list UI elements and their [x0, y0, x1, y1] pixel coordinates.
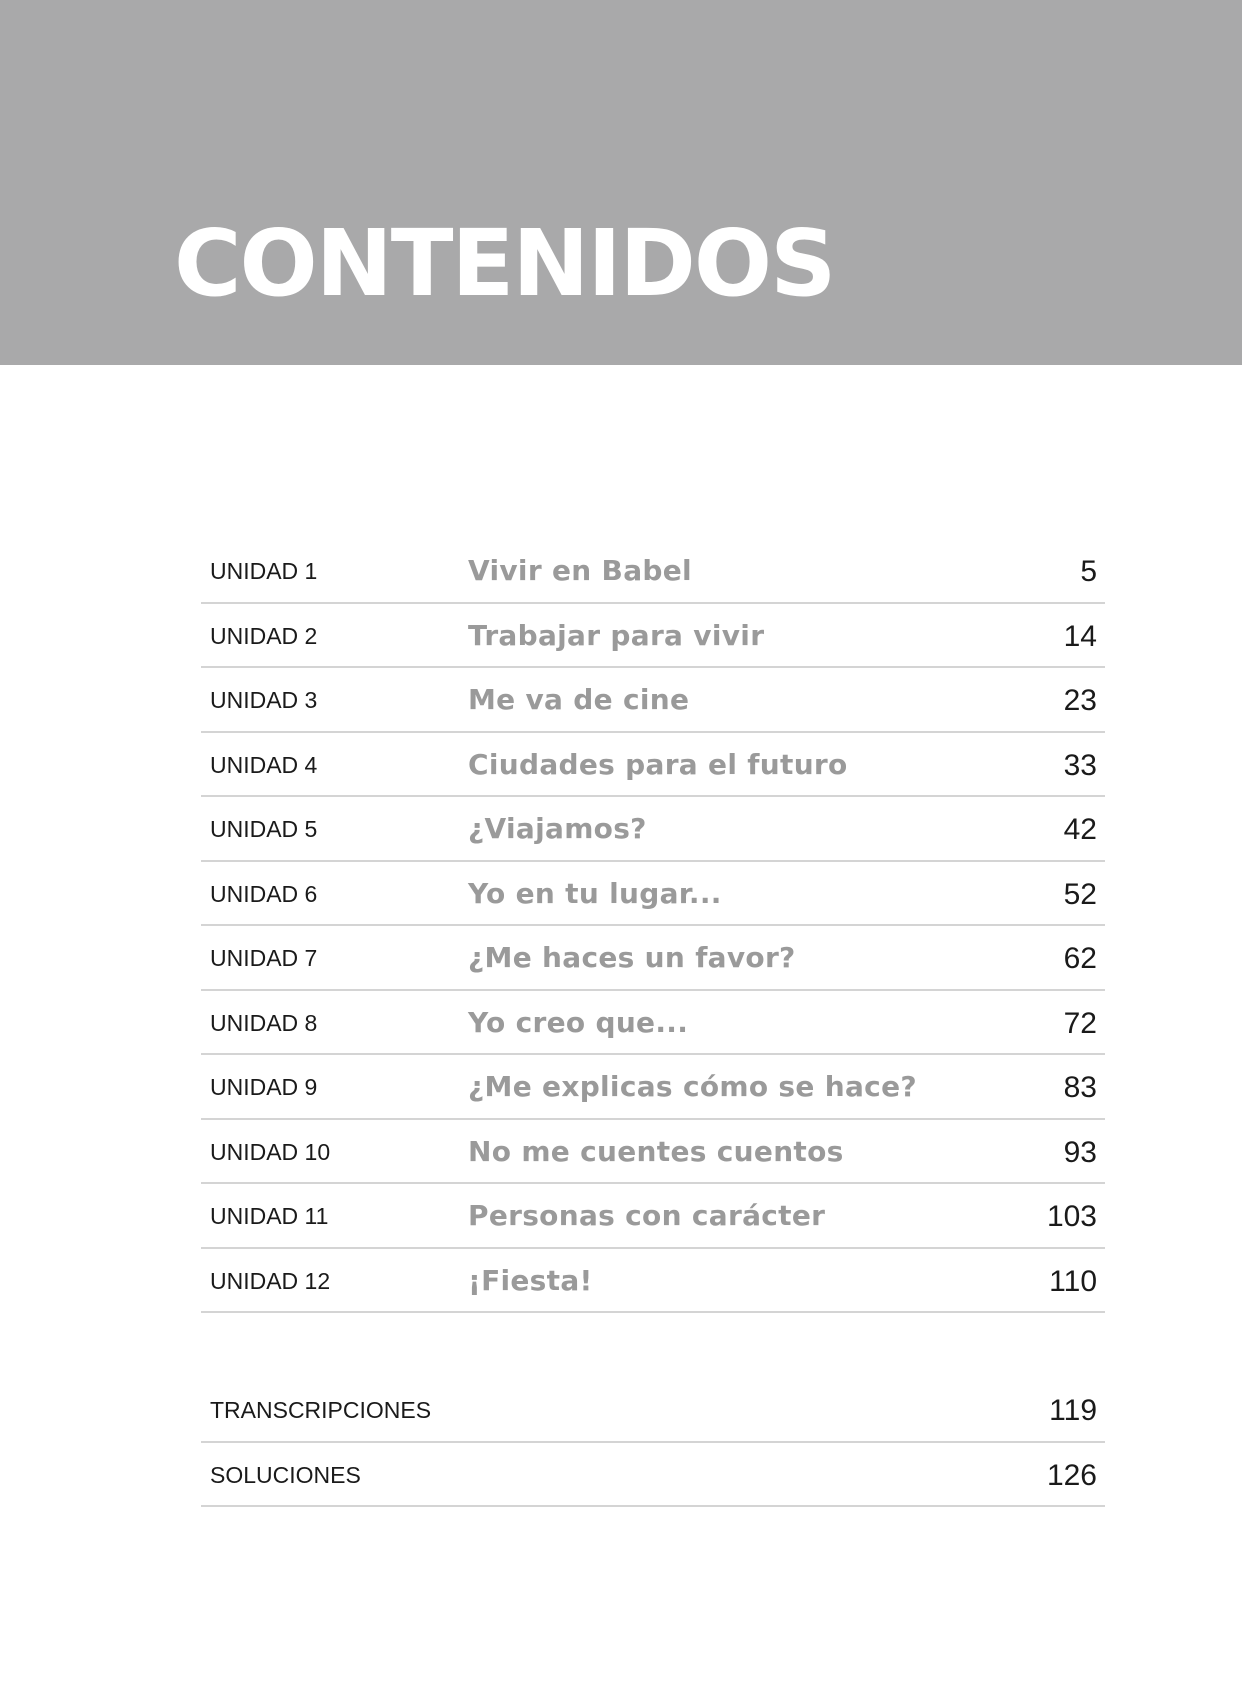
unit-label: UNIDAD 12	[210, 1267, 331, 1294]
toc-row-unit-3[interactable]	[201, 668, 1105, 733]
unit-title: ¿Viajamos?	[468, 812, 647, 845]
unit-label: UNIDAD 8	[210, 1009, 318, 1036]
unit-title: Me va de cine	[468, 683, 690, 716]
page-number: 72	[1063, 1006, 1097, 1040]
page-number: 110	[1049, 1264, 1097, 1298]
unit-title: Personas con carácter	[468, 1199, 826, 1232]
unit-title: Trabajar para vivir	[468, 618, 765, 652]
unit-title: ¡Fiesta!	[468, 1263, 593, 1297]
page-title: CONTENIDOS	[174, 210, 835, 317]
toc-row-unit-4[interactable]	[201, 733, 1105, 798]
toc-row-soluciones[interactable]	[201, 1443, 1105, 1508]
unit-label: UNIDAD 4	[210, 751, 318, 778]
page-number: 126	[1046, 1458, 1097, 1492]
unit-label: UNIDAD 3	[210, 687, 318, 713]
toc-row-transcripciones[interactable]	[201, 1378, 1105, 1443]
unit-title: Yo creo que...	[468, 1005, 689, 1039]
toc-row-unit-6[interactable]	[201, 862, 1105, 927]
unit-label: UNIDAD 7	[210, 945, 318, 971]
page-number: 14	[1063, 619, 1097, 653]
toc-row-unit-1[interactable]	[201, 539, 1105, 604]
unit-title: Vivir en Babel	[468, 554, 692, 587]
toc-row-unit-11[interactable]	[201, 1184, 1105, 1249]
page-number: 42	[1063, 813, 1097, 846]
page-number: 103	[1046, 1200, 1097, 1233]
units-table	[201, 539, 1105, 1313]
unit-label: UNIDAD 2	[210, 622, 318, 649]
toc-row-unit-10[interactable]	[201, 1120, 1105, 1185]
toc-row-unit-2[interactable]	[201, 604, 1105, 669]
unit-title: Yo en tu lugar...	[468, 876, 722, 910]
unit-title: ¿Me explicas cómo se hace?	[468, 1070, 917, 1103]
unit-label: UNIDAD 11	[210, 1203, 329, 1229]
page-number: 52	[1063, 877, 1097, 911]
page-number: 93	[1063, 1135, 1097, 1169]
toc-row-unit-7[interactable]	[201, 926, 1105, 991]
toc-row-unit-12[interactable]	[201, 1249, 1105, 1314]
toc-row-unit-5[interactable]	[201, 797, 1105, 862]
unit-label: UNIDAD 1	[210, 558, 318, 584]
page-number: 33	[1063, 748, 1097, 782]
page-number: 62	[1063, 942, 1097, 975]
appendix-label: TRANSCRIPCIONES	[210, 1397, 432, 1423]
toc-row-unit-8[interactable]	[201, 991, 1105, 1056]
unit-title: Ciudades para el futuro	[468, 747, 848, 781]
unit-label: UNIDAD 5	[210, 816, 318, 842]
unit-title: No me cuentes cuentos	[468, 1134, 844, 1168]
appendix-table	[201, 1378, 1105, 1507]
header-banner	[0, 0, 1242, 365]
toc-row-unit-9[interactable]	[201, 1055, 1105, 1120]
page-number: 5	[1080, 555, 1097, 588]
page-number: 83	[1063, 1071, 1097, 1104]
unit-label: UNIDAD 10	[210, 1138, 331, 1165]
unit-label: UNIDAD 9	[210, 1074, 318, 1100]
unit-title: ¿Me haces un favor?	[468, 941, 796, 974]
page-number: 23	[1063, 684, 1097, 717]
appendix-label: SOLUCIONES	[210, 1461, 361, 1488]
unit-label: UNIDAD 6	[210, 880, 318, 907]
page-number: 119	[1049, 1394, 1097, 1427]
